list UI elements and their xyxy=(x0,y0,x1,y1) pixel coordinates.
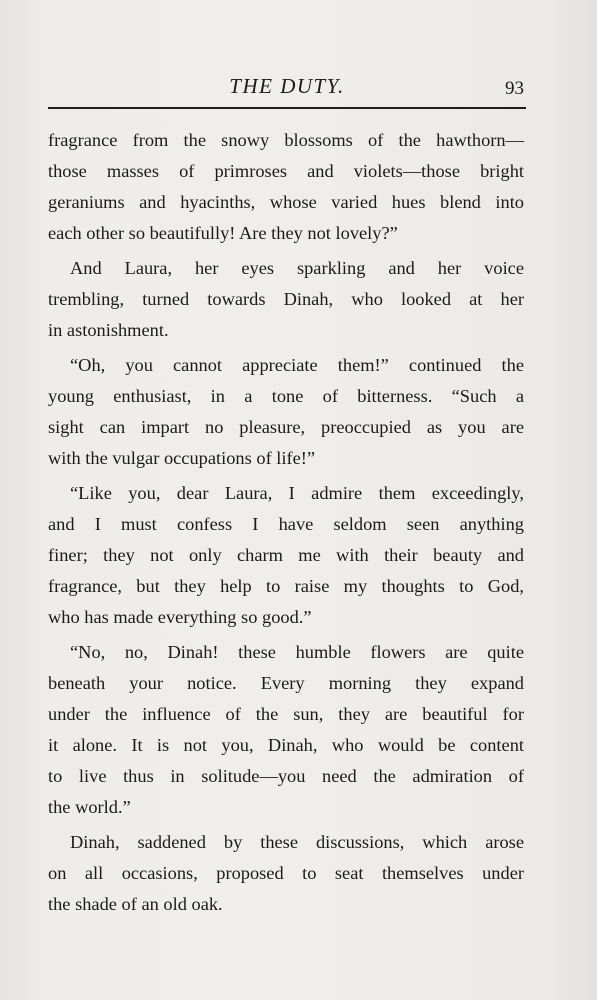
text-line: finer; they not only charm me with their beauty and xyxy=(48,545,524,565)
text-line: those masses of primroses and violets—those bright xyxy=(48,161,524,181)
text-line: to live thus in solitude—you need the admiration of xyxy=(48,766,524,786)
text-line: the world.” xyxy=(48,797,131,817)
text-line: who has made everything so good.” xyxy=(48,607,312,627)
text-line: fragrance from the snowy blossoms of the hawthorn— xyxy=(48,130,524,150)
paragraph xyxy=(48,637,524,823)
text-line: Dinah, saddened by these discussions, which arose xyxy=(70,832,524,852)
paragraph xyxy=(48,253,524,346)
text-line: and I must confess I have seldom seen anything xyxy=(48,514,524,534)
running-title: THE DUTY. xyxy=(229,74,345,98)
text-line: trembling, turned towards Dinah, who looked at her xyxy=(48,289,524,309)
page-number: 93 xyxy=(505,78,524,99)
text-line: on all occasions, proposed to seat themselves under xyxy=(48,863,524,883)
running-head xyxy=(48,72,526,102)
text-line: each other so beautifully! Are they not lovely?” xyxy=(48,223,398,243)
text-line: in astonishment. xyxy=(48,320,169,340)
text-line: “No, no, Dinah! these humble flowers are quite xyxy=(70,642,524,662)
text-line: And Laura, her eyes sparkling and her voice xyxy=(70,258,524,278)
paragraph xyxy=(48,350,524,474)
text-line: fragrance, but they help to raise my thoughts to God, xyxy=(48,576,524,596)
text-line: young enthusiast, in a tone of bitterness. “Such a xyxy=(48,386,524,406)
text-line: “Oh, you cannot appreciate them!” continued the xyxy=(70,355,524,375)
text-line: beneath your notice. Every morning they expand xyxy=(48,673,524,693)
text-line: it alone. It is not you, Dinah, who would be content xyxy=(48,735,524,755)
text-line: geraniums and hyacinths, whose varied hues blend into xyxy=(48,192,524,212)
paragraph xyxy=(48,478,524,633)
text-line: sight can impart no pleasure, preoccupied as you are xyxy=(48,417,524,437)
body-text xyxy=(48,125,524,924)
text-line: “Like you, dear Laura, I admire them exceedingly, xyxy=(70,483,524,503)
paragraph xyxy=(48,827,524,920)
text-line: with the vulgar occupations of life!” xyxy=(48,448,316,468)
text-line: the shade of an old oak. xyxy=(48,894,223,914)
paragraph xyxy=(48,125,524,249)
text-line: under the influence of the sun, they are beautiful for xyxy=(48,704,524,724)
header-rule xyxy=(48,107,526,109)
